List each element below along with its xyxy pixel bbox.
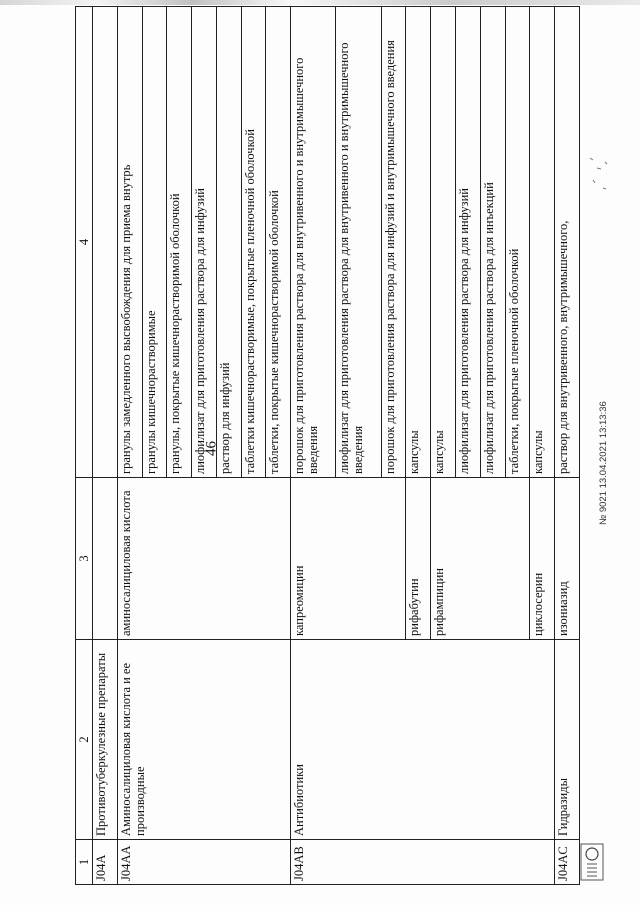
drug-cell: изониазид	[555, 478, 580, 640]
code-cell: J04AC	[555, 840, 580, 885]
page-number: 46	[203, 441, 220, 456]
table-header-row	[76, 7, 93, 885]
form-cell: таблетки, покрытые кишечнорастворимой оболочкой	[266, 7, 291, 478]
column-header-3: 3	[76, 478, 93, 640]
form-cell: лиофилизат для приготовления раствора для инфузий	[192, 7, 217, 478]
form-cell: раствор для внутривенного, внутримышечного,	[555, 7, 580, 478]
drug-cell	[93, 478, 118, 640]
drug-cell: рифабутин	[406, 478, 431, 640]
table-row	[93, 7, 118, 885]
stamp-emblem-icon	[578, 842, 606, 882]
form-cell: гранулы замедленного высвобождения для приема внутрь	[117, 7, 142, 478]
rotated-table-container	[75, 35, 580, 885]
drug-cell: циклосерин	[530, 478, 555, 640]
column-header-4: 4	[76, 7, 93, 478]
form-cell: раствор для инфузий	[216, 7, 241, 478]
drug-cell: капреомицин	[291, 478, 406, 640]
form-cell: гранулы кишечнорастворимые	[142, 7, 167, 478]
form-cell	[93, 7, 118, 478]
form-cell: таблетки кишечнорастворимые, покрытые пленочной оболочкой	[241, 7, 266, 478]
form-cell: порошок для приготовления раствора для инфузий и внутримышечного введения	[381, 7, 406, 478]
column-header-1: 1	[76, 840, 93, 885]
drug-cell: аминосалициловая кислота	[117, 478, 290, 640]
table-row	[555, 7, 580, 885]
form-cell: капсулы	[530, 7, 555, 478]
table-row	[117, 7, 142, 885]
column-header-2: 2	[76, 640, 93, 840]
group-cell: Аминосалициловая кислота и ее производные	[117, 640, 290, 840]
drug-table	[75, 6, 580, 885]
registration-footer: № 9021 13.04.2021 13:13:36	[598, 401, 609, 525]
drug-cell: рифампицин	[431, 478, 530, 640]
group-cell: Противотуберкулезные препараты	[93, 640, 118, 840]
code-cell: J04AB	[291, 840, 555, 885]
form-cell: капсулы	[431, 7, 456, 478]
form-cell: таблетки, покрытые пленочной оболочкой	[505, 7, 530, 478]
form-cell: порошок для приготовления раствора для внутривенного и внутримышечного введения	[291, 7, 336, 478]
scan-noise	[585, 148, 615, 198]
scan-edge	[0, 0, 640, 5]
form-cell: лиофилизат для приготовления раствора для инфузий	[455, 7, 480, 478]
group-cell: Антибиотики	[291, 640, 555, 840]
form-cell: лиофилизат для приготовления раствора для инъекций	[480, 7, 505, 478]
form-cell: лиофилизат для приготовления раствора для внутривенного и внутримышечного введения	[336, 7, 381, 478]
group-cell: Гидразиды	[555, 640, 580, 840]
table-row	[291, 7, 336, 885]
code-cell: J04A	[93, 840, 118, 885]
code-cell: J04AA	[117, 840, 290, 885]
form-cell: гранулы, покрытые кишечнорастворимой оболочкой	[167, 7, 192, 478]
form-cell: капсулы	[406, 7, 431, 478]
